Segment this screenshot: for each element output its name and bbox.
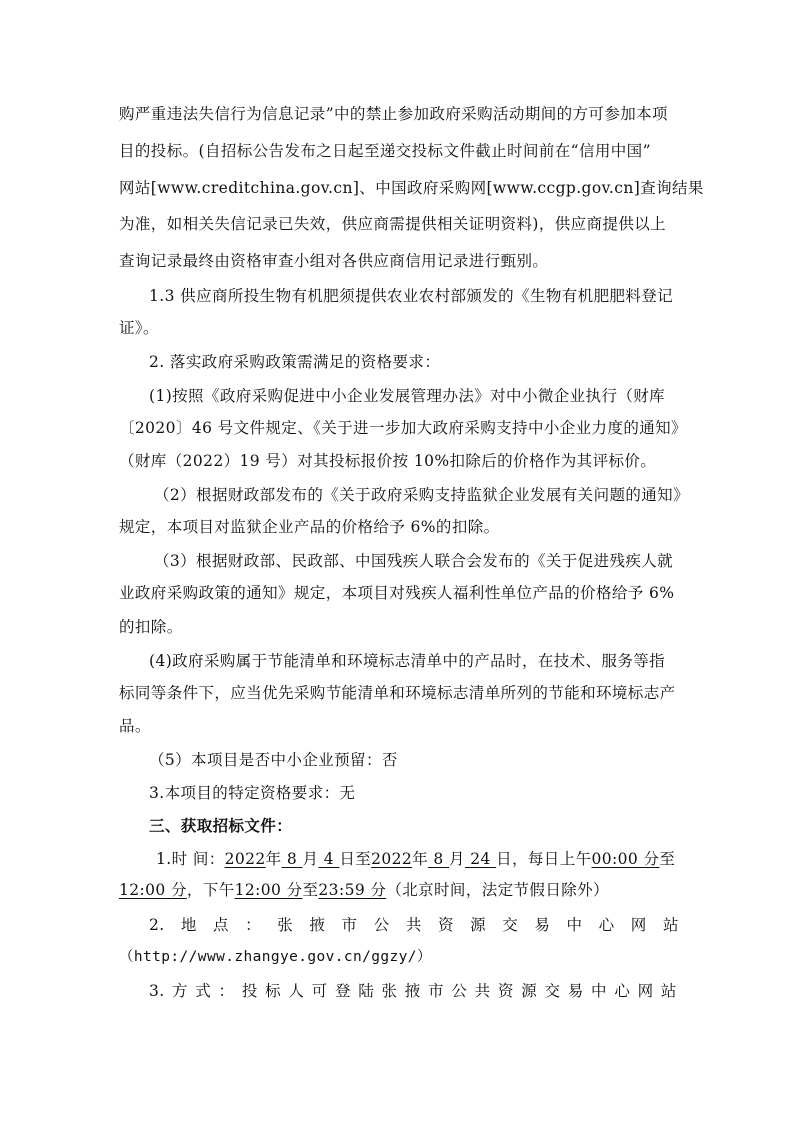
method-char: 资 bbox=[497, 982, 514, 1000]
place-char: 心 bbox=[598, 916, 615, 934]
place-char: 源 bbox=[470, 916, 486, 934]
paragraph-text: （5）本项目是否中小企业预留：否 bbox=[149, 751, 398, 769]
year-char: 年 bbox=[412, 850, 429, 868]
place-char: 掖 bbox=[309, 916, 326, 934]
morning-end: 12:00 分 bbox=[119, 881, 187, 899]
paragraph-text: 规定，本项目对监狱企业产品的价格给予 6%的扣除。 bbox=[119, 518, 500, 536]
paragraph-text: 2. 落实政府采购政策需满足的资格要求： bbox=[149, 353, 441, 371]
method-char: 易 bbox=[567, 982, 584, 1000]
paragraph-text: 业政府采购政策的通知》规定，本项目对残疾人福利性单位产品的价格给予 6% bbox=[119, 584, 675, 602]
method-char: 共 bbox=[474, 982, 491, 1000]
month-char: 月 bbox=[302, 850, 319, 868]
method-char: 心 bbox=[614, 982, 631, 1000]
place-char: 易 bbox=[534, 916, 551, 934]
paragraph-text: (4)政府采购属于节能清单和环境标志清单中的产品时，在技术、服务等指 bbox=[149, 652, 666, 670]
method-char: 站 bbox=[660, 982, 677, 1000]
place-char: 交 bbox=[502, 916, 519, 934]
time-prefix: 1.时 间： bbox=[156, 850, 225, 868]
paragraph-text: 〔2020〕46 号文件规定、《关于进一步加大政府采购支持中小企业力度的通知》 bbox=[119, 419, 687, 437]
place-char: 共 bbox=[405, 916, 422, 934]
time-suffix: （北京时间，法定节假日除外） bbox=[386, 881, 609, 899]
section-heading: 三、获取招标文件： bbox=[149, 816, 293, 835]
day-char: 日，每日上午 bbox=[496, 850, 592, 868]
paragraph-text: （3）根据财政部、民政部、中国残疾人联合会发布的《关于促进残疾人就 bbox=[154, 552, 674, 570]
place-char: 点 bbox=[212, 916, 229, 934]
year-char: 年 bbox=[265, 850, 282, 868]
end-day: 24 bbox=[470, 850, 491, 868]
place-char: 网 bbox=[630, 916, 647, 934]
method-char: 张 bbox=[381, 982, 398, 1000]
place-char: 资 bbox=[437, 916, 454, 934]
place-char: 张 bbox=[277, 916, 294, 934]
afternoon-start: 12:00 分 bbox=[234, 881, 303, 899]
method-char: 掖 bbox=[404, 982, 421, 1000]
paragraph-text: 3.本项目的特定资格要求：无 bbox=[149, 784, 356, 802]
start-year: 2022 bbox=[224, 850, 266, 868]
day-char: 日至 bbox=[339, 850, 372, 868]
method-char: 源 bbox=[521, 982, 538, 1000]
paragraph-text: 查询记录最终由资格审查小组对各供应商信用记录进行甄别。 bbox=[119, 252, 549, 270]
place-char: ： bbox=[245, 916, 262, 934]
start-day: 4 bbox=[323, 850, 334, 868]
paragraph-text: 的扣除。 bbox=[119, 618, 183, 636]
paragraph-text: 品。 bbox=[119, 717, 151, 735]
end-year: 2022 bbox=[371, 850, 413, 868]
paragraph-text: 购严重违法失信行为信息记录”中的禁止参加政府采购活动期间的方可参加本项 bbox=[119, 105, 668, 123]
method-char: 可 bbox=[311, 982, 328, 1000]
place-char: 公 bbox=[373, 916, 390, 934]
place-char: 地 bbox=[180, 916, 197, 934]
paragraph-text: 证》。 bbox=[119, 319, 159, 337]
method-char: 公 bbox=[451, 982, 468, 1000]
paragraph-text: 为准，如相关失信记录已失效，供应商需提供相关证明资料)，供应商提供以上 bbox=[119, 215, 667, 233]
morning-start: 00:00 分 bbox=[591, 850, 660, 868]
place-char: 站 bbox=[662, 916, 679, 934]
method-char: ： bbox=[218, 982, 235, 1000]
month-char: 月 bbox=[449, 850, 465, 868]
method-char: 投 bbox=[241, 982, 258, 1000]
method-char: 陆 bbox=[358, 982, 375, 1000]
time-line bbox=[119, 880, 679, 900]
paragraph-text: （财库（2022）19 号）对其投标报价按 10%扣除后的价格作为其评标价。 bbox=[119, 452, 657, 470]
method-char: 中 bbox=[591, 982, 607, 1000]
method-char: 人 bbox=[288, 982, 305, 1000]
afternoon-end: 23:59 分 bbox=[318, 881, 387, 899]
paragraph-text: 目的投标。(自招标公告发布之日起至递交投标文件截止时间前在“信用中国” bbox=[119, 142, 651, 160]
afternoon-label: ，下午 bbox=[186, 881, 235, 899]
start-month: 8 bbox=[286, 850, 298, 868]
method-char: 市 bbox=[428, 982, 444, 1000]
place-char: 市 bbox=[341, 916, 358, 934]
place-line bbox=[149, 915, 679, 935]
to-char: 至 bbox=[659, 850, 676, 868]
paragraph-text: 标同等条件下，应当优先采购节能清单和环境标志清单所列的节能和环境标志产 bbox=[119, 684, 676, 702]
end-month: 8 bbox=[433, 850, 444, 868]
method-char: 式 bbox=[195, 982, 212, 1000]
place-char: 中 bbox=[566, 916, 583, 934]
method-char: 方 bbox=[171, 982, 188, 1000]
paragraph-text: （2）根据财政部发布的《关于政府采购支持监狱企业发展有关问题的通知》 bbox=[154, 486, 689, 504]
time-line bbox=[156, 849, 686, 869]
paragraph-text: 网站[www.creditchina.gov.cn]、中国政府采购网[www.ccgp.gov.cn]查询结果 bbox=[119, 179, 704, 197]
paragraph-text: (1)按照《政府采购促进中小企业发展管理办法》对中小微企业执行（财库 bbox=[149, 387, 666, 405]
method-char: 3. bbox=[149, 982, 165, 1000]
place-char: 2. bbox=[149, 916, 165, 934]
method-char: 网 bbox=[637, 982, 654, 1000]
to-char: 至 bbox=[302, 881, 319, 899]
method-line bbox=[149, 981, 677, 1001]
method-char: 标 bbox=[265, 982, 281, 1000]
method-char: 登 bbox=[334, 982, 351, 1000]
place-url: （http://www.zhangye.gov.cn/ggzy/） bbox=[119, 949, 432, 965]
method-char: 交 bbox=[544, 982, 561, 1000]
paragraph-text: 1.3 供应商所投生物有机肥须提供农业农村部颁发的《生物有机肥肥料登记 bbox=[149, 287, 674, 305]
